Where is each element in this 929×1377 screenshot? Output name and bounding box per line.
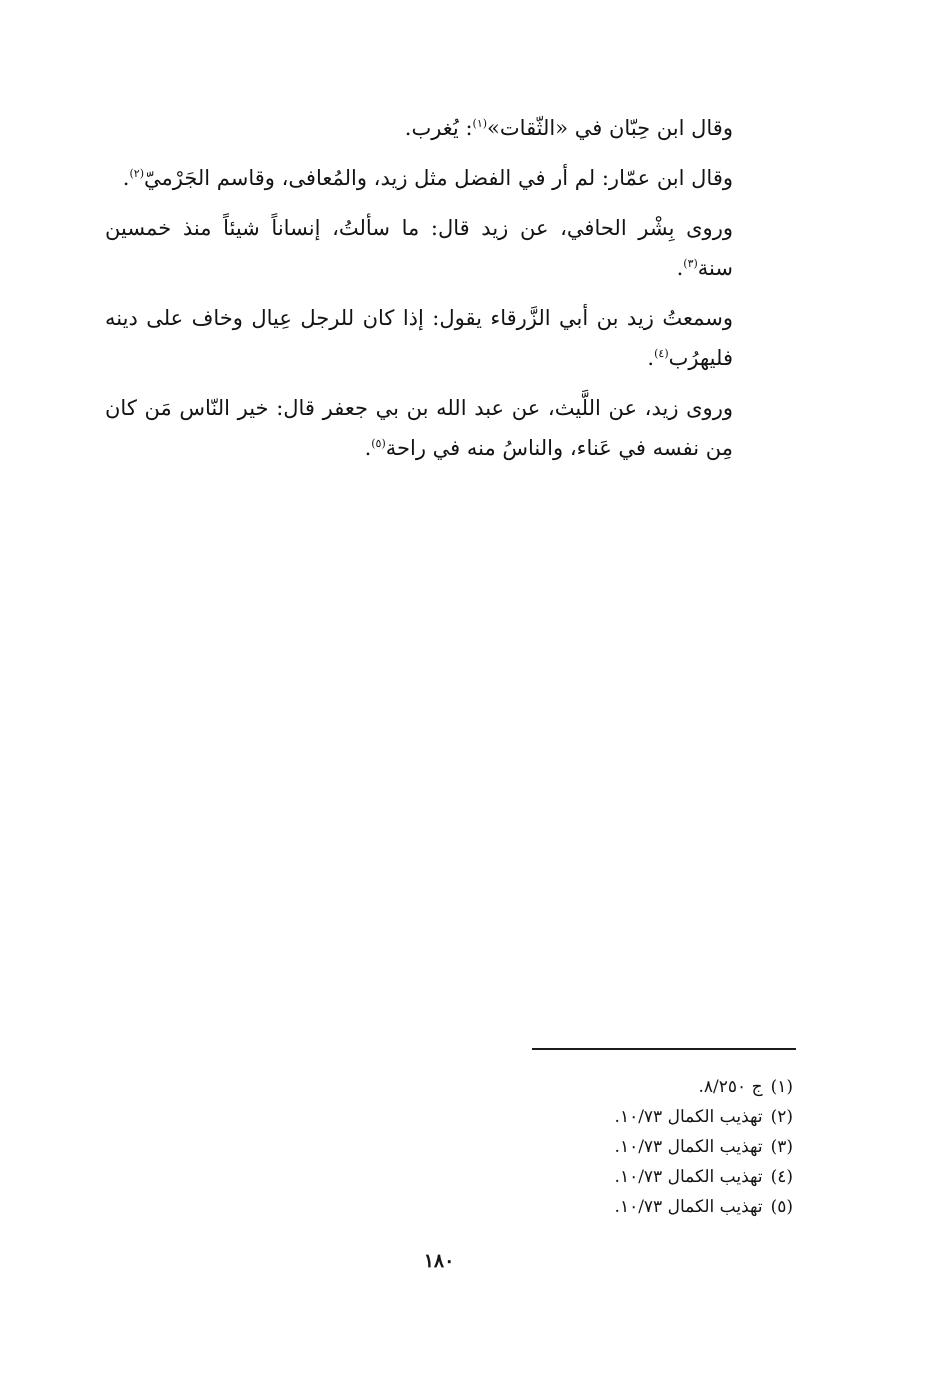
paragraph-3 (105, 208, 795, 288)
footnote-reference: (٥) (371, 437, 386, 450)
footnote-text: تهذيب الكمال ١٠/٧٣. (614, 1107, 763, 1127)
footnotes (420, 1072, 793, 1222)
footnote-4 (420, 1162, 793, 1192)
paragraph-text: وقال ابن حِبّان في «الثّقات» (487, 116, 733, 140)
footnote-number: (٣) (770, 1137, 793, 1157)
page-number: ١٨٠ (423, 1250, 455, 1272)
paragraph-text-end: . (364, 436, 372, 460)
footnote-2 (420, 1102, 793, 1132)
paragraph-text-end: . (647, 346, 655, 370)
paragraph-text-end: : يُغرب. (404, 116, 473, 140)
footnote-separator (532, 1048, 796, 1050)
footnote-number: (٥) (770, 1197, 793, 1217)
paragraph-text-end: . (122, 166, 130, 190)
footnote-3 (420, 1132, 793, 1162)
footnote-reference: (٤) (654, 347, 669, 360)
paragraph-4 (105, 298, 795, 378)
paragraph-text: وسمعتُ زيد بن أبي الزَّرقاء يقول: إذا كان للرجل عِيال وخاف على دينه فليهرُب (105, 306, 733, 370)
body-text (105, 108, 795, 478)
footnote-text: تهذيب الكمال ١٠/٧٣. (614, 1167, 763, 1187)
paragraph-text-end: . (676, 256, 684, 280)
footnote-reference: (١) (472, 117, 488, 130)
footnote-number: (١) (770, 1077, 793, 1097)
paragraph-2 (105, 158, 795, 198)
paragraph-text: وروى زيد، عن اللَّيث، عن عبد الله بن بي جعفر قال: خير النّاس مَن كان مِن نفسه في عَناء، والناسُ منه في راحة (105, 396, 733, 460)
footnote-reference: (٢) (129, 167, 144, 180)
paragraph-text: وقال ابن عمّار: لم أر في الفضل مثل زيد، والمُعافى، وقاسم الجَرْميّ (144, 166, 733, 190)
footnote-1 (420, 1072, 793, 1102)
footnote-text: تهذيب الكمال ١٠/٧٣. (614, 1137, 763, 1157)
footnote-text: تهذيب الكمال ١٠/٧٣. (614, 1197, 763, 1217)
footnote-text: ج ٨/٢٥٠. (698, 1077, 763, 1097)
paragraph-1 (105, 108, 795, 148)
footnote-number: (٢) (770, 1107, 793, 1127)
paragraph-text: وروى بِشْر الحافي، عن زيد قال: ما سألتُ، إنساناً شيئاً منذ خمسين سنة (105, 216, 733, 280)
footnote-reference: (٣) (683, 257, 698, 270)
footnote-number: (٤) (770, 1167, 793, 1187)
paragraph-5 (105, 388, 795, 468)
footnote-5 (420, 1192, 793, 1222)
